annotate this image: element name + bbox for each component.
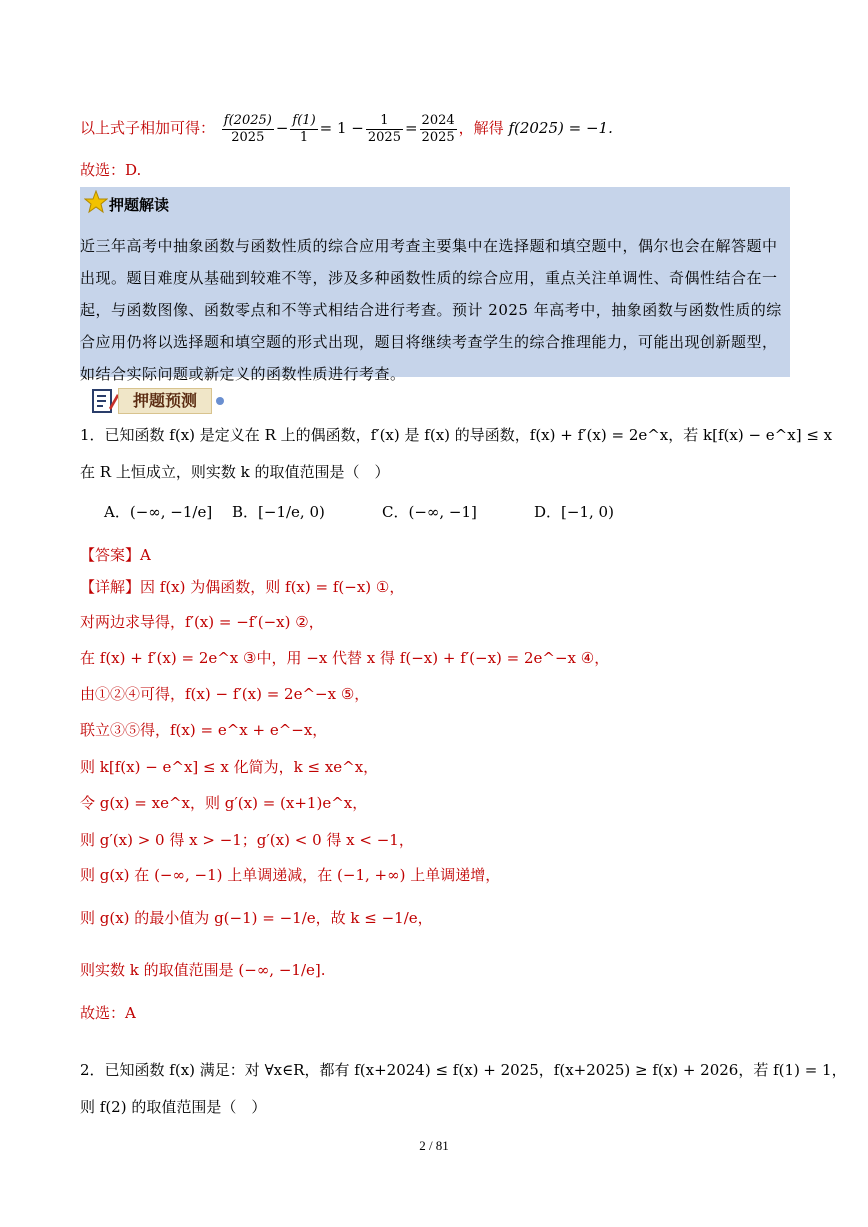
- fraction-1-2025: $\frac{1}{2025}$: [367, 112, 401, 145]
- page-number: 2 / 81: [419, 1138, 449, 1153]
- q2-line2: 则 f(2) 的取值范围是（ ）: [80, 1098, 267, 1116]
- q1-option-a: A．(−∞, −1/e]: [104, 503, 213, 521]
- q1-option-d: D．[−1, 0): [534, 503, 614, 521]
- sum-prefix: 以上式子相加可得：: [80, 119, 216, 137]
- q1-step-6: 则 k[f(x) − e^x] ≤ x 化简为，k ≤ xe^x，: [80, 758, 379, 776]
- prediction-header: [90, 386, 240, 416]
- prediction-title: 押题预测: [118, 388, 212, 414]
- q1-option-c: C．(−∞, −1]: [382, 503, 477, 521]
- dot-icon: [216, 397, 224, 405]
- q1-step-9: 则 g(x) 在 (−∞, −1) 上单调递减，在 (−1, +∞) 上单调递增，: [80, 866, 501, 884]
- q1-step-12: 故选：A: [80, 1004, 136, 1022]
- choice-d: 故选：D.: [80, 161, 142, 179]
- reading-title: 押题解读: [109, 196, 170, 214]
- q1-step-2: 对两边求导得，f′(x) = −f′(−x) ②，: [80, 613, 324, 631]
- q1-step-3: 在 f(x) + f′(x) = 2e^x ③中，用 −x 代替 x 得 f(−x) + f′(−x) = 2e^−x ④，: [80, 649, 610, 667]
- pencil-icon: [90, 386, 120, 420]
- q1-step-4: 由①②④可得，f(x) − f′(x) = 2e^−x ⑤，: [80, 685, 370, 703]
- q1-step-5: 联立③⑤得，f(x) = e^x + e^−x，: [80, 721, 328, 739]
- q1-step-1: 【详解】因 f(x) 为偶函数，则 f(x) = f(−x) ①，: [80, 578, 405, 596]
- q1-answer: 【答案】A: [80, 546, 151, 564]
- reading-paragraph: 近三年高考中抽象函数与函数性质的综合应用考查主要集中在选择题和填空题中，偶尔也会在解答题中出现。题目难度从基础到较难不等，涉及多种函数性质的综合应用，重点关注单调性、奇偶性结合在一起，与函数图像、函数零点和不等式相结合进行考查。预计 2025 年高考中，抽象函数与函数性质的综合应用仍将以选择题和填空题的形式出现，题目将继续考查学生的综合推理能力，可能出现创新题型，如结合实际问题或新定义的函数性质进行考查。: [80, 237, 782, 383]
- q1-step-10: 则 g(x) 的最小值为 g(−1) = −1/e，故 k ≤ −1/e，: [80, 909, 433, 927]
- q1-option-b: B．[−1/e, 0): [232, 503, 325, 521]
- q2-line1: 2．已知函数 f(x) 满足：对 ∀x∈R，都有 f(x+2024) ≤ f(x) + 2025，f(x+2025) ≥ f(x) + 2026，若 f(1) = 1，: [80, 1061, 847, 1079]
- solve-expr: f(2025) = −1.: [508, 119, 613, 137]
- fraction-2024-2025: $\frac{2024}{2025}$: [421, 112, 455, 145]
- q1-step-11: 则实数 k 的取值范围是 (−∞, −1/e].: [80, 961, 326, 979]
- q1-step-8: 则 g′(x) > 0 得 x > −1；g′(x) < 0 得 x < −1，: [80, 831, 414, 849]
- sum-line: 以上式子相加可得： $\frac{f(2025)}{2025}$ − $\frac{f(1)}{1}$ = 1 − $\frac{1}{2025}$ = $\frac{2024}{2025}$ ，解得 f(2025) = −1.: [80, 112, 613, 145]
- q1-line1: 1．已知函数 f(x) 是定义在 R 上的偶函数，f′(x) 是 f(x) 的导函数，f(x) + f′(x) = 2e^x，若 k[f(x) − e^x] ≤ x: [80, 426, 833, 444]
- fraction-f2025: $\frac{f(2025)}{2025}$: [223, 112, 272, 145]
- fraction-f1: $\frac{f(1)}{1}$: [292, 112, 316, 145]
- q1-line2: 在 R 上恒成立，则实数 k 的取值范围是（ ）: [80, 463, 390, 481]
- star-icon: [84, 190, 108, 218]
- q1-step-7: 令 g(x) = xe^x，则 g′(x) = (x+1)e^x，: [80, 794, 368, 812]
